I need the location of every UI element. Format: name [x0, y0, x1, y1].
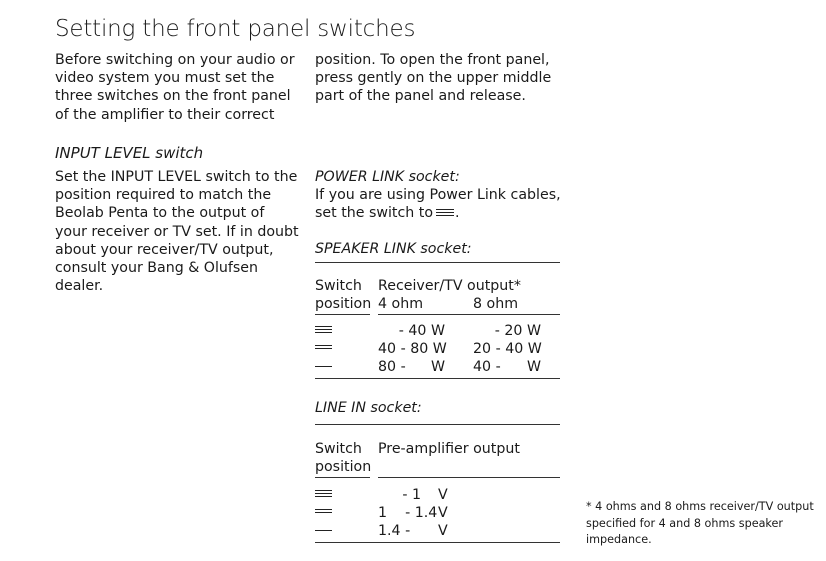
- table-cell: 1.4 -: [378, 523, 411, 539]
- divider: [315, 542, 560, 543]
- intro-paragraph-col2: position. To open the front panel, press gently on the upper middle part of the panel and release.: [315, 52, 552, 105]
- line-in-heading: LINE IN socket:: [315, 400, 422, 416]
- divider: [378, 314, 560, 315]
- speaker-col-position: position: [315, 296, 372, 312]
- divider: [315, 378, 560, 379]
- power-link-heading: POWER LINK socket:: [315, 169, 460, 185]
- footnote: * 4 ohms and 8 ohms receiver/TV output specified for 4 and 8 ohms speaker impedance.: [586, 500, 814, 546]
- divider: [315, 262, 560, 263]
- table-cell: 80 -: [378, 359, 406, 375]
- table-cell: 1 - 1.4: [378, 505, 438, 521]
- three-lines-icon: [315, 490, 332, 499]
- speaker-col-switch: Switch: [315, 278, 362, 294]
- speaker-link-heading: SPEAKER LINK socket:: [315, 241, 472, 257]
- line-col-switch: Switch: [315, 441, 362, 457]
- table-cell: 40 - 80 W: [378, 341, 447, 357]
- line-col-position: position: [315, 459, 372, 475]
- two-lines-icon: [315, 345, 332, 351]
- divider: [378, 477, 560, 478]
- table-cell: - 1: [402, 487, 421, 503]
- table-cell: - 40 W: [398, 323, 445, 339]
- table-cell: V: [438, 523, 448, 539]
- divider: [315, 477, 370, 478]
- intro-paragraph-col1: Before switching on your audio or video system you must set the three switches on the front panel of the amplifier to their correct: [55, 52, 295, 123]
- table-cell: - 20 W: [494, 323, 541, 339]
- input-level-heading: INPUT LEVEL switch: [55, 144, 204, 162]
- power-link-text: If you are using Power Link cables, set the switch to: [315, 187, 561, 222]
- speaker-col-output: Receiver/TV output*: [378, 278, 521, 294]
- one-line-icon: [315, 530, 332, 533]
- line-col-output: Pre-amplifier output: [378, 441, 520, 457]
- speaker-col-8ohm: 8 ohm: [473, 296, 519, 312]
- input-level-text: Set the INPUT LEVEL switch to the position required to match the Beolab Penta to the output of your receiver or TV set. If in doubt about your receiver/TV output, consult your Bang & Olufsen dealer.: [55, 169, 299, 295]
- one-line-icon: [315, 366, 332, 369]
- table-cell: W: [430, 359, 445, 375]
- table-cell: 20 - 40 W: [473, 341, 542, 357]
- divider: [315, 314, 370, 315]
- speaker-col-4ohm: 4 ohm: [378, 296, 424, 312]
- table-cell: W: [526, 359, 541, 375]
- page-title: Setting the front panel switches: [55, 16, 416, 42]
- three-lines-icon: [315, 326, 332, 335]
- three-lines-icon: [436, 209, 454, 216]
- table-cell: 40 -: [473, 359, 501, 375]
- divider: [315, 424, 560, 425]
- table-cell: V: [438, 487, 448, 503]
- two-lines-icon: [315, 509, 332, 515]
- power-link-end: .: [455, 205, 460, 221]
- table-cell: V: [438, 505, 448, 521]
